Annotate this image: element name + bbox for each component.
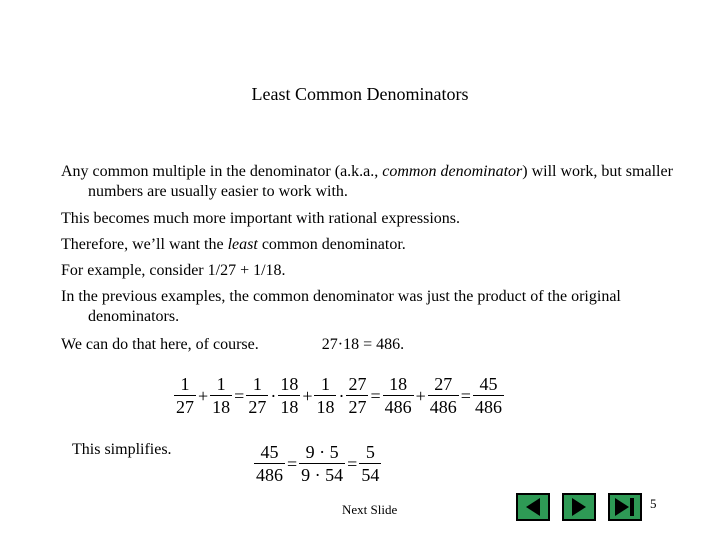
fraction: $\frac{9 \cdot 5}{9 \cdot 54}$	[301, 442, 344, 485]
fraction: $\frac{27}{27}$	[348, 374, 367, 417]
next-slide-icon	[564, 495, 594, 519]
slide-title: Least Common Denominators	[251, 84, 469, 104]
fraction: $\frac{1}{27}$	[248, 374, 267, 417]
equals-sign: =	[234, 385, 245, 406]
equals-sign: =	[460, 385, 471, 406]
fraction: $\frac{18}{486}$	[384, 374, 412, 417]
paragraph-text: Therefore, we’ll want the	[61, 236, 228, 253]
paragraph-text: ) will work, but smaller numbers are usually easier to work with.	[88, 163, 673, 200]
previous-slide-icon	[518, 495, 548, 519]
product-expression: 27·18 = 486.	[321, 336, 405, 353]
emphasis-common-denominator: common denominator	[382, 163, 523, 180]
paragraph-previous-examples: In the previous examples, the common denominator was just the product of the original denominators.	[61, 288, 621, 325]
paragraph-product	[61, 335, 708, 355]
paragraph-least-common	[61, 235, 708, 255]
fraction: $\frac{45}{486}$	[256, 442, 283, 485]
plus-sign: +	[302, 385, 313, 406]
plus-sign: +	[198, 385, 209, 406]
next-slide-button[interactable]	[562, 493, 596, 521]
fraction: $\frac{45}{486}$	[474, 374, 502, 417]
fraction: $\frac{1}{27}$	[176, 374, 194, 417]
fraction: $\frac{1}{18}$	[212, 374, 231, 417]
fraction: $\frac{27}{486}$	[429, 374, 457, 417]
next-slide-link[interactable]: Next Slide	[342, 502, 398, 517]
fraction: $\frac{1}{18}$	[316, 374, 335, 417]
multiply-dot: ·	[270, 385, 277, 406]
previous-slide-button[interactable]	[516, 493, 550, 521]
last-slide-icon	[610, 495, 640, 519]
paragraph-text: common denominator.	[257, 236, 406, 253]
plus-sign: +	[415, 385, 426, 406]
fraction: $\frac{18}{18}$	[280, 374, 299, 417]
equation-simplification	[254, 442, 381, 485]
equals-sign: =	[287, 453, 298, 474]
paragraph-example: For example, consider 1/27 + 1/18.	[61, 262, 286, 279]
last-slide-button[interactable]	[608, 493, 642, 521]
paragraph-common-multiple	[61, 162, 708, 202]
equation-lcd-expansion	[174, 374, 504, 417]
simplifies-label: This simplifies.	[72, 441, 172, 458]
paragraph-text: We can do that here, of course.	[61, 336, 259, 353]
paragraph-rational-expressions: This becomes much more important with rational expressions.	[61, 210, 461, 227]
fraction: $\frac{5}{54}$	[361, 442, 380, 485]
multiply-dot: ·	[338, 385, 345, 406]
page-number: 5	[650, 496, 657, 511]
equals-sign: =	[370, 385, 381, 406]
equals-sign: =	[347, 453, 358, 474]
emphasis-least: least	[227, 236, 258, 253]
paragraph-text: Any common multiple in the denominator (a.k.a.,	[61, 163, 383, 180]
